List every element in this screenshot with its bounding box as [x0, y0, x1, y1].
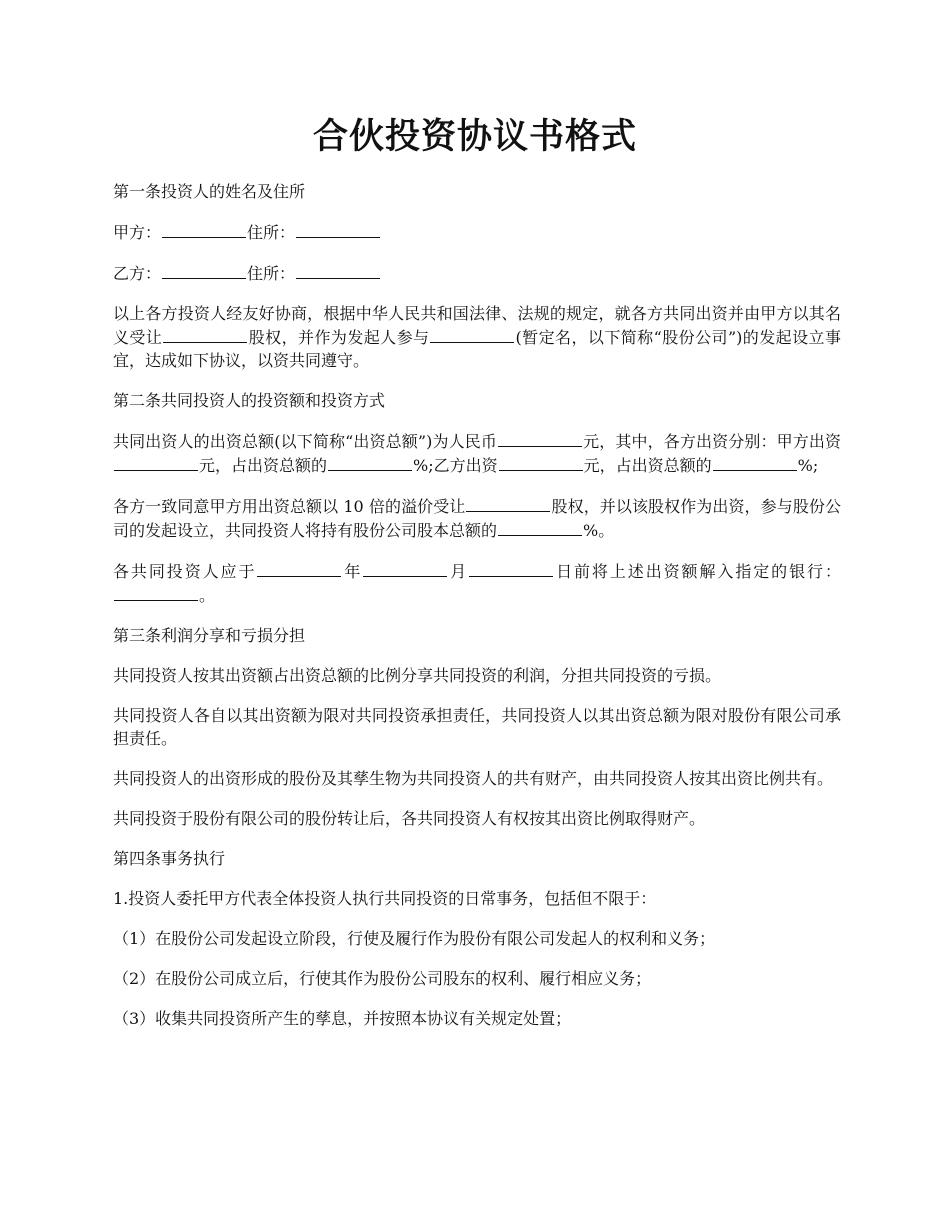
year-blank — [257, 559, 341, 577]
deadline-text-2: 年 — [342, 562, 363, 581]
party-a-capital-blank — [114, 453, 198, 471]
deadline-paragraph — [113, 559, 841, 607]
party-b-line — [113, 261, 841, 285]
party-a-line — [113, 220, 841, 244]
intro-paragraph — [113, 302, 841, 372]
deadline-text-4: 日前将上述出资额解入指定的银行： — [554, 562, 841, 581]
capital-text-5: 元，占出资总额的 — [583, 456, 712, 475]
share-percent-blank — [498, 518, 582, 536]
article-3-paragraph-4: 共同投资于股份有限公司的股份转让后，各共同投资人有权按其出资比例取得财产。 — [113, 809, 706, 828]
intro-text-2: 股权，并作为发起人参与 — [248, 328, 430, 347]
total-capital-blank — [498, 429, 582, 447]
document-body — [113, 180, 841, 1047]
party-b-capital-blank — [499, 453, 583, 471]
document-title: 合伙投资协议书格式 — [312, 116, 637, 157]
party-a-address-label: 住所： — [247, 223, 296, 242]
article-3-paragraph-3: 共同投资人的出资形成的股份及其孳生物为共同投资人的共有财产，由共同投资人按其出资比例共有。 — [113, 769, 834, 788]
party-a-name-blank — [162, 220, 246, 238]
deadline-text-3: 月 — [448, 562, 469, 581]
party-a-percent-blank — [328, 453, 412, 471]
party-a-address-blank — [296, 220, 380, 238]
capital-text-4: %;乙方出资 — [413, 456, 498, 475]
article-4-heading: 第四条事务执行 — [113, 849, 226, 868]
premium-text-1: 各方一致同意甲方用出资总额以 10 倍的溢价受让 — [113, 497, 466, 516]
month-blank — [363, 559, 447, 577]
party-a-label: 甲方： — [113, 223, 162, 242]
intro-text-1: 以上各方投资人经友好协商，根据中华人民共和国法律、法规的规定，就各方共同出资并由甲方以其名义受让 — [113, 304, 841, 347]
article-4-item-1: 1.投资人委托甲方代表全体投资人执行共同投资的日常事务，包括但不限于： — [113, 889, 657, 908]
party-b-percent-blank — [713, 453, 797, 471]
article-2-heading: 第二条共同投资人的投资额和投资方式 — [113, 391, 386, 410]
premium-equity-blank — [466, 494, 550, 512]
article-3-heading: 第三条利润分享和亏损分担 — [113, 626, 306, 645]
party-b-name-blank — [162, 261, 246, 279]
article-4-subitem-2: （2）在股份公司成立后，行使其作为股份公司股东的权利、履行相应义务； — [113, 969, 652, 988]
party-b-label: 乙方： — [113, 264, 162, 283]
intro-text-3: (暂定名，以下简称“股份公司”)的发起设立事宜，达成如下协议，以资共同遵守。 — [113, 328, 841, 370]
article-3-paragraph-2: 共同投资人各自以其出资额为限对共同投资承担责任，共同投资人以其出资总额为限对股份有限公司承担责任。 — [113, 706, 841, 748]
party-b-address-label: 住所： — [247, 264, 296, 283]
capital-text-3: 元，占出资总额的 — [199, 456, 328, 475]
transfer-equity-blank — [163, 325, 247, 343]
deadline-text-5: 。 — [199, 586, 216, 605]
bank-blank — [114, 583, 198, 601]
capital-text-1: 共同出资人的出资总额(以下简称“出资总额”)为人民币 — [113, 432, 497, 451]
premium-text-3: %。 — [583, 521, 615, 540]
day-blank — [469, 559, 553, 577]
party-b-address-blank — [296, 261, 380, 279]
capital-text-2: 元，其中，各方出资分别：甲方出资 — [582, 432, 841, 451]
capital-paragraph — [113, 429, 841, 477]
premium-text-2: 股权，并以该股权作为出资，参与股份公司的发起设立，共同投资人将持有股份公司股本总额的 — [113, 497, 841, 540]
article-4-subitem-1: （1）在股份公司发起设立阶段，行使及履行作为股份有限公司发起人的权利和义务； — [113, 929, 716, 948]
article-4-subitem-3: （3）收集共同投资所产生的孳息，并按照本协议有关规定处置； — [113, 1009, 572, 1028]
premium-paragraph — [113, 494, 841, 542]
article-3-paragraph-1: 共同投资人按其出资额占出资总额的比例分享共同投资的利润，分担共同投资的亏损。 — [113, 666, 722, 685]
deadline-text-1: 各共同投资人应于 — [113, 562, 257, 581]
capital-text-6: %; — [797, 456, 819, 475]
article-1-heading: 第一条投资人的姓名及住所 — [113, 182, 306, 201]
company-name-blank — [430, 325, 514, 343]
